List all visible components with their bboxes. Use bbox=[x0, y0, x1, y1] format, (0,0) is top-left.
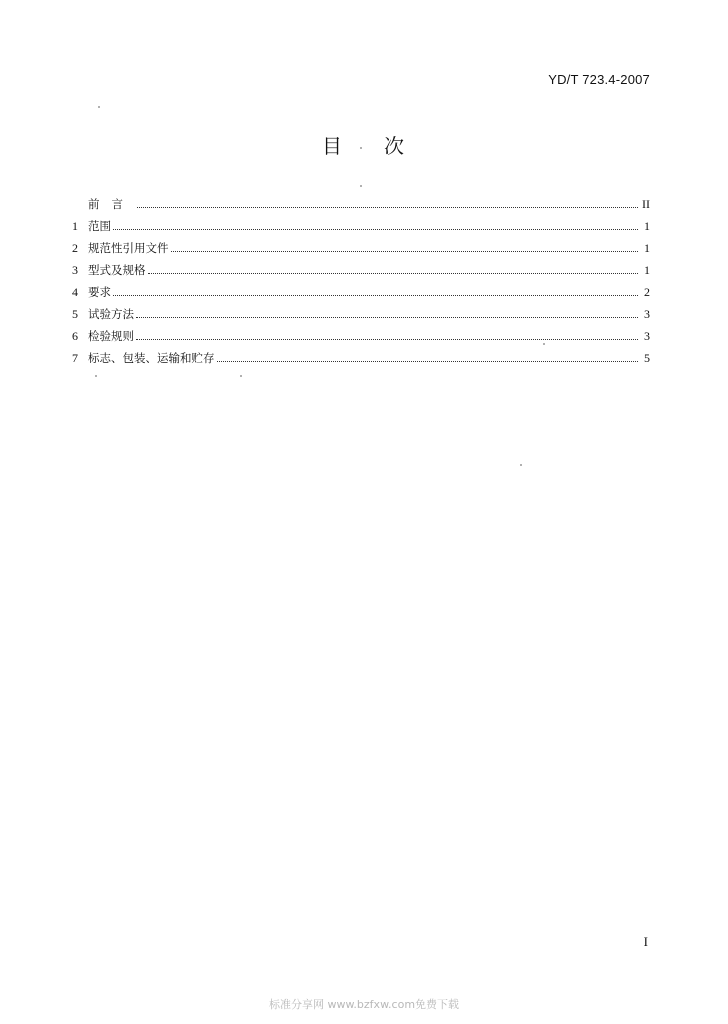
toc-entry-page: 3 bbox=[644, 329, 650, 343]
toc-entry-label: 标志、包装、运输和贮存 bbox=[88, 351, 215, 365]
toc-leader-dots bbox=[136, 316, 638, 318]
toc-entry-label: 检验规则 bbox=[88, 329, 134, 343]
toc-leader-dots bbox=[171, 250, 639, 252]
toc-entry-page: 1 bbox=[644, 241, 650, 255]
toc-entry-number: 3 bbox=[72, 263, 78, 277]
toc-entry-page: 3 bbox=[644, 307, 650, 321]
toc-entry-page: II bbox=[642, 197, 650, 211]
scan-speck bbox=[543, 343, 545, 345]
toc-entry-label: 规范性引用文件 bbox=[88, 241, 169, 255]
toc-leader-dots bbox=[148, 272, 639, 274]
scan-speck bbox=[95, 375, 97, 377]
toc-title bbox=[0, 130, 728, 159]
scan-speck bbox=[240, 375, 242, 377]
toc-entry-number: 2 bbox=[72, 241, 78, 255]
toc-entry-number: 7 bbox=[72, 351, 78, 365]
toc-entry-scope[interactable] bbox=[72, 215, 650, 237]
page-number: I bbox=[643, 934, 648, 949]
toc-title-char-2: 次 bbox=[384, 134, 406, 158]
toc-entry-page: 1 bbox=[644, 263, 650, 277]
toc-entry-label: 试验方法 bbox=[88, 307, 134, 321]
toc-entry-test-methods[interactable] bbox=[72, 303, 650, 325]
toc-entry-requirements[interactable] bbox=[72, 281, 650, 303]
toc-entry-number: 4 bbox=[72, 285, 78, 299]
toc-entry-number: 6 bbox=[72, 329, 78, 343]
toc-entry-marking-packaging-transport-storage[interactable] bbox=[72, 347, 650, 369]
standard-code: YD/T 723.4-2007 bbox=[548, 72, 650, 87]
scan-speck bbox=[360, 185, 362, 187]
toc-entry-inspection-rules[interactable] bbox=[72, 325, 650, 347]
toc-entry-types-and-specifications[interactable] bbox=[72, 259, 650, 281]
toc-entry-number: 5 bbox=[72, 307, 78, 321]
toc-entry-normative-references[interactable] bbox=[72, 237, 650, 259]
scan-speck bbox=[360, 147, 362, 149]
toc-leader-dots bbox=[137, 206, 638, 208]
toc-entry-label: 范围 bbox=[88, 219, 111, 233]
scan-speck bbox=[98, 106, 100, 108]
toc-entry-label: 前言 bbox=[88, 197, 135, 211]
toc-entry-page: 1 bbox=[644, 219, 650, 233]
toc-leader-dots bbox=[136, 338, 638, 340]
toc-title-char-1: 目 bbox=[322, 134, 344, 158]
toc-leader-dots bbox=[113, 228, 638, 230]
toc-entry-page: 2 bbox=[644, 285, 650, 299]
scan-speck bbox=[520, 464, 522, 466]
toc-entry-label: 要求 bbox=[88, 285, 111, 299]
table-of-contents bbox=[72, 193, 650, 369]
toc-entry-label: 型式及规格 bbox=[88, 263, 146, 277]
toc-entry-foreword[interactable] bbox=[72, 193, 650, 215]
toc-entry-number: 1 bbox=[72, 219, 78, 233]
toc-leader-dots bbox=[113, 294, 638, 296]
toc-leader-dots bbox=[217, 360, 639, 362]
toc-entry-page: 5 bbox=[644, 351, 650, 365]
watermark-text: 标准分享网 www.bzfxw.com免费下载 bbox=[268, 998, 460, 1011]
